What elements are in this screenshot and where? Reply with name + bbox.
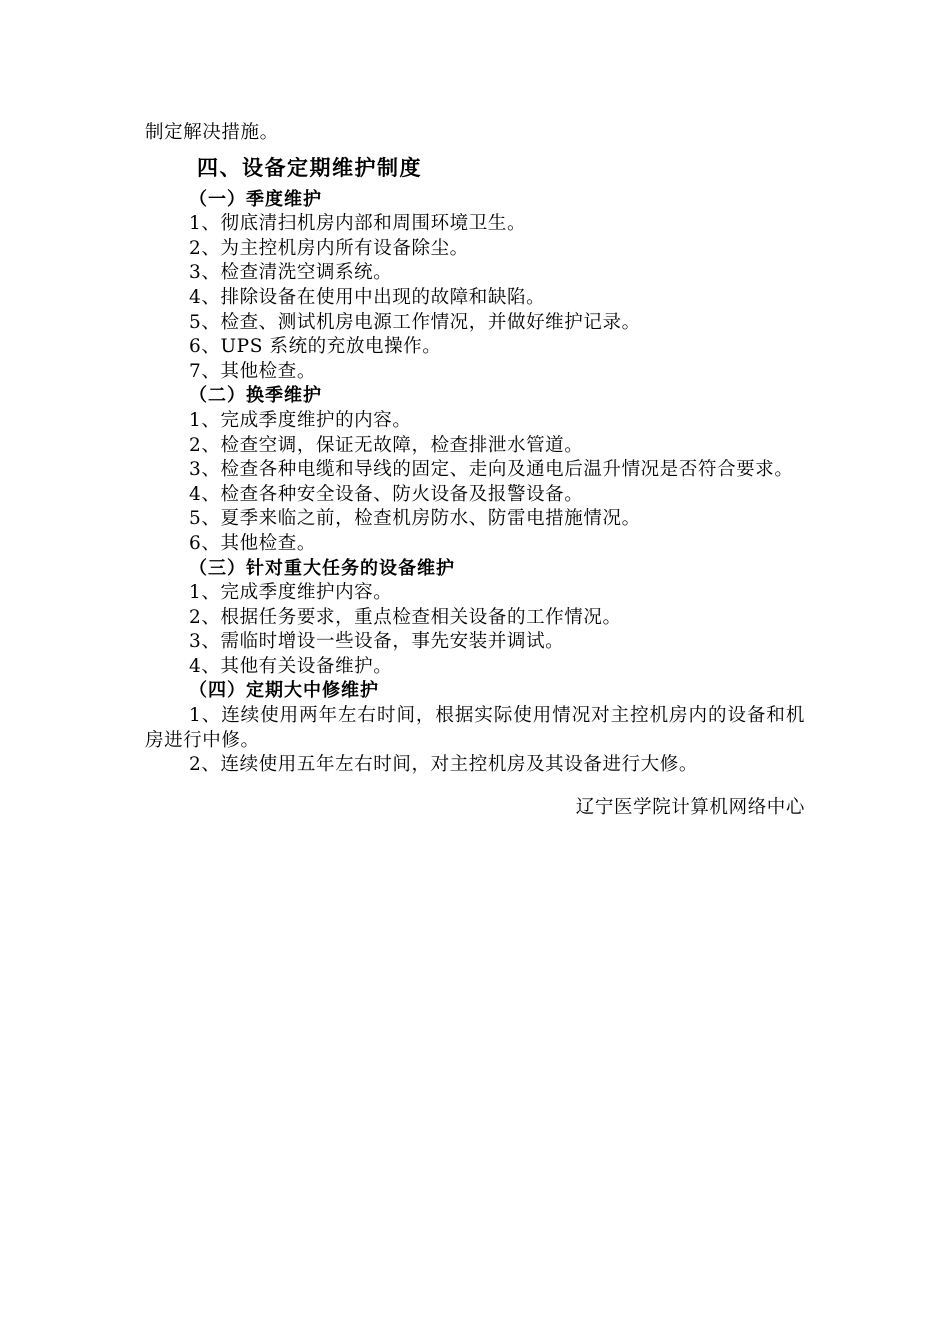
list-item: 5、夏季来临之前，检查机房防水、防雷电措施情况。	[189, 508, 641, 530]
list-item: 2、根据任务要求，重点检查相关设备的工作情况。	[189, 606, 622, 628]
subsection-title: （一）季度维护	[189, 188, 322, 210]
list-item: 3、需临时增设一些设备，事先安装并调试。	[189, 631, 565, 653]
list-item: 4、检查各种安全设备、防火设备及报警设备。	[189, 483, 584, 505]
subsection-major-task	[145, 557, 805, 680]
subsection-title: （二）换季维护	[189, 385, 322, 407]
list-item: 6、其他检查。	[189, 532, 316, 554]
list-item: 2、为主控机房内所有设备除尘。	[189, 237, 469, 259]
subsection-quarterly	[145, 188, 805, 385]
list-item: 5、检查、测试机房电源工作情况，并做好维护记录。	[189, 311, 641, 333]
signature: 辽宁医学院计算机网络中心	[575, 796, 805, 818]
document-body	[145, 121, 805, 820]
list-item: 1、完成季度维护内容。	[189, 582, 393, 604]
list-item: 6、UPS 系统的充放电操作。	[189, 336, 442, 358]
list-item: 2、连续使用五年左右时间，对主控机房及其设备进行大修。	[189, 754, 698, 776]
list-item: 4、其他有关设备维护。	[189, 655, 393, 677]
subsection-overhaul	[145, 679, 805, 777]
list-item: 3、检查各种电缆和导线的固定、走向及通电后温升情况是否符合要求。	[189, 459, 794, 481]
list-item: 1、彻底清扫机房内部和周围环境卫生。	[189, 213, 527, 235]
subsection-seasonal	[145, 384, 805, 556]
list-item: 1、连续使用两年左右时间，根据实际使用情况对主控机房内的设备和机房进行中修。	[145, 705, 805, 751]
list-item: 3、检查清洗空调系统。	[189, 262, 393, 284]
list-item: 1、完成季度维护的内容。	[189, 409, 412, 431]
lead-text-line: 制定解决措施。	[145, 122, 279, 143]
list-item: 7、其他检查。	[189, 360, 316, 382]
section-title: 四、设备定期维护制度	[197, 155, 422, 180]
list-item: 2、检查空调，保证无故障，检查排泄水管道。	[189, 434, 584, 456]
subsection-title: （三）针对重大任务的设备维护	[189, 557, 455, 579]
list-item: 4、排除设备在使用中出现的故障和缺陷。	[189, 286, 546, 308]
subsection-title: （四）定期大中修维护	[189, 680, 379, 702]
